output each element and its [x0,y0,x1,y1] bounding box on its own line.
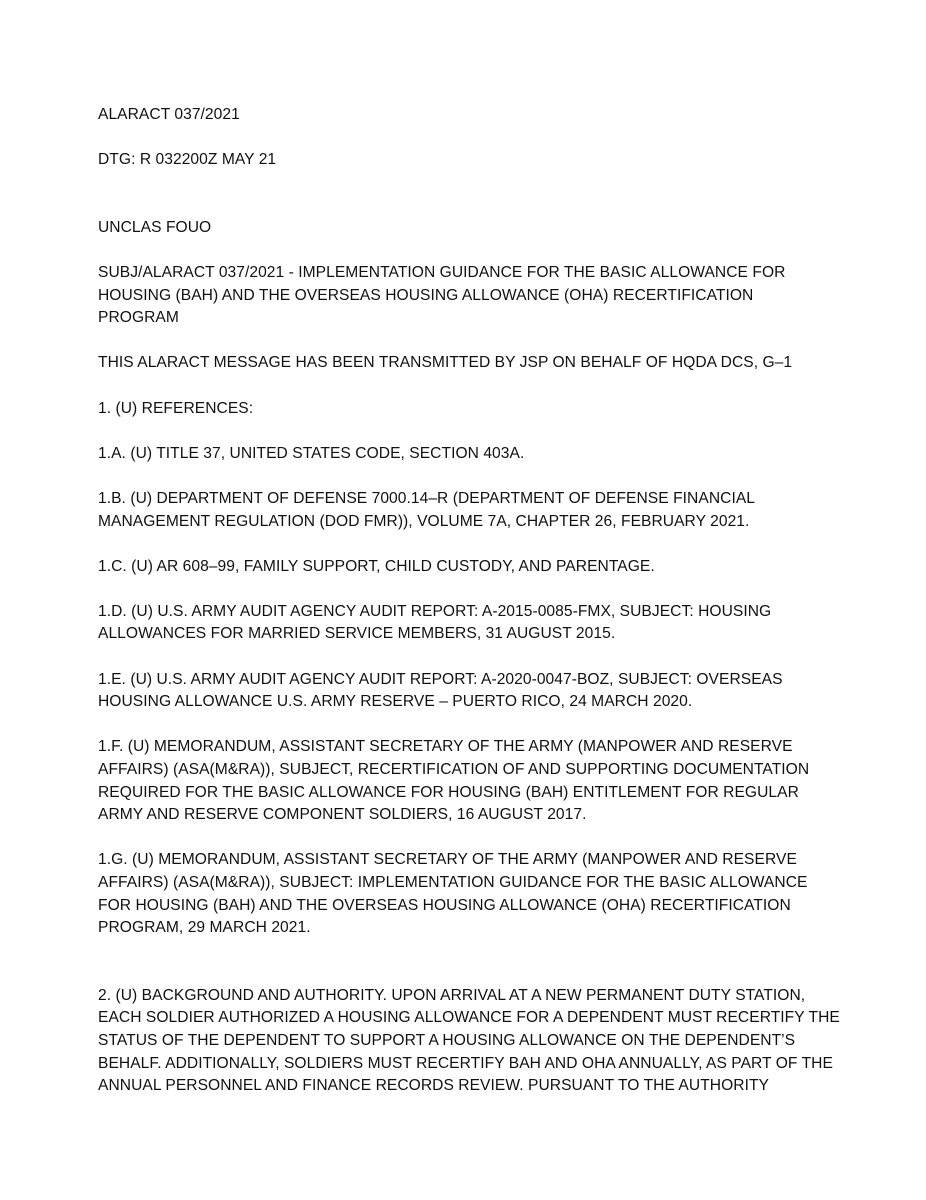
reference-item-c: 1.C. (U) AR 608–99, FAMILY SUPPORT, CHILD CUSTODY, AND PARENTAGE. [98,557,655,575]
reference-item-d: 1.D. (U) U.S. ARMY AUDIT AGENCY AUDIT REPORT: A-2015-0085-FMX, SUBJECT: HOUSING ALLOWANCES FOR MARRIED SERVICE MEMBERS, 31 AUGUST 2015. [98,602,772,643]
classification-line: UNCLAS FOUO [98,218,212,236]
document-page [98,104,858,1098]
dtg-line: DTG: R 032200Z MAY 21 [98,151,277,169]
transmittal-line: THIS ALARACT MESSAGE HAS BEEN TRANSMITTED BY JSP ON BEHALF OF HQDA DCS, G–1 [98,354,793,372]
reference-item-e: 1.E. (U) U.S. ARMY AUDIT AGENCY AUDIT REPORT: A-2020-0047-BOZ, SUBJECT: OVERSEAS HOUSING ALLOWANCE U.S. ARMY RESERVE – PUERTO RICO, 24 MARCH 2020. [98,670,783,711]
reference-item-b: 1.B. (U) DEPARTMENT OF DEFENSE 7000.14–R (DEPARTMENT OF DEFENSE FINANCIAL MANAGEMENT REGULATION (DOD FMR)), VOLUME 7A, CHAPTER 26, FEBRUARY 2021. [98,489,755,530]
reference-item-f: 1.F. (U) MEMORANDUM, ASSISTANT SECRETARY OF THE ARMY (MANPOWER AND RESERVE AFFAIRS) (ASA(M&RA)), SUBJECT, RECERTIFICATION OF AND SUPPORTING DOCUMENTATION REQUIRED FOR THE BASIC ALLOWANCE FOR HOUSING (BAH) ENTITLEMENT FOR REGULAR ARMY AND RESERVE COMPONENT SOLDIERS, 16 AUGUST 2017. [98,738,810,824]
reference-item-g: 1.G. (U) MEMORANDUM, ASSISTANT SECRETARY OF THE ARMY (MANPOWER AND RESERVE AFFAIRS) (ASA(M&RA)), SUBJECT: IMPLEMENTATION GUIDANCE FOR THE BASIC ALLOWANCE FOR HOUSING (BAH) AND THE OVERSEAS HOUSING ALLOWANCE (OHA) RECERTIFICATION PROGRAM, 29 MARCH 2021. [98,851,808,937]
subject-paragraph: SUBJ/ALARACT 037/2021 - IMPLEMENTATION GUIDANCE FOR THE BASIC ALLOWANCE FOR HOUSING (BAH) AND THE OVERSEAS HOUSING ALLOWANCE (OHA) RECERTIFICATION PROGRAM [98,263,786,327]
reference-item-a: 1.A. (U) TITLE 37, UNITED STATES CODE, SECTION 403A. [98,444,525,462]
references-heading: 1. (U) REFERENCES: [98,399,254,417]
message-id: ALARACT 037/2021 [98,106,240,123]
background-paragraph: 2. (U) BACKGROUND AND AUTHORITY. UPON ARRIVAL AT A NEW PERMANENT DUTY STATION, EACH SOLDIER AUTHORIZED A HOUSING ALLOWANCE FOR A DEPENDENT MUST RECERTIFY THE STATUS OF THE DEPENDENT TO SUPPORT A HOUSING ALLOWANCE ON THE DEPENDENT’S BEHALF. ADDITIONALLY, SOLDIERS MUST RECERTIFY BAH AND OHA ANNUALLY, AS PART OF THE ANNUAL PERSONNEL AND FINANCE RECORDS REVIEW. PURSUANT TO THE AUTHORITY [98,986,840,1095]
